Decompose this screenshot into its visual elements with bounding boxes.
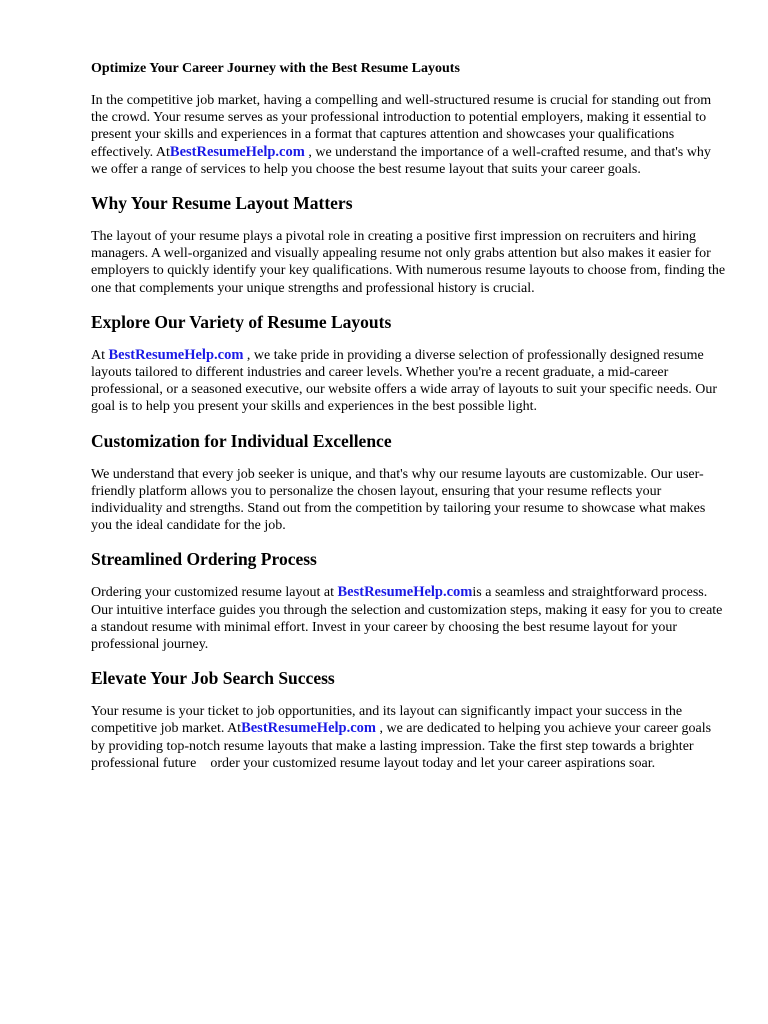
section-heading-ordering: Streamlined Ordering Process [91,549,317,570]
section-paragraph-layout-matters: The layout of your resume plays a pivotal role in creating a positive first impression on recruiters and hiring managers. A well-organized and visually appealing resume not only grabs attention but also makes it easier for employers to quickly identify your key qualifications. With numerous resume layouts to choose from, finding the one that complements your unique strengths and professional history is crucial. [91,229,726,296]
section-heading-elevate: Elevate Your Job Search Success [91,668,335,689]
variety-text-after: , we take pride in providing a diverse selection of professionally designed resume layouts tailored to different industries and career levels. Whether you're a recent graduate, a mid-career professional, or a seasoned executive, our website offers a wide array of layouts to suit your specific needs. Our goal is to help you present your skills and experiences in the best possible light. [91,347,718,415]
intro-paragraph [91,92,727,178]
document-page [91,60,727,786]
section-paragraph-variety [91,347,727,416]
elevate-text-before: Your resume is your ticket to job opportunities, and its layout can significantly impact your success in the competitive job market. At [91,704,683,737]
bestresumehelp-link[interactable]: BestResumeHelp.com [241,720,376,737]
ordering-text-before: Ordering your customized resume layout at [91,585,334,601]
section-heading-customization: Customization for Individual Excellence [91,430,392,451]
variety-text-before: At [91,347,105,363]
bestresumehelp-link[interactable]: BestResumeHelp.com [169,143,305,160]
section-heading-variety: Explore Our Variety of Resume Layouts [91,311,392,332]
bestresumehelp-link[interactable]: BestResumeHelp.com [337,584,473,601]
section-paragraph-elevate [91,703,727,772]
bestresumehelp-link[interactable]: BestResumeHelp.com [108,346,244,363]
ordering-text-after: is a seamless and straightforward process. Our intuitive interface guides you through the selection and customization steps, making it easy for you to create a standout resume with minimal effort. Invest in your career by choosing the best resume layout for your professional journey. [91,585,723,653]
section-paragraph-customization: We understand that every job seeker is unique, and that's why our resume layouts are customizable. Our user-friendly platform allows you to personalize the chosen layout, ensuring that your resume reflects your individuality and strengths. Stand out from the competition by tailoring your resume to showcase what makes you the ideal candidate for the job. [91,466,706,534]
elevate-text-after: , we are dedicated to helping you achieve your career goals by providing top-notch resume layouts that make a lasting impression. Take the first step towards a brighter professional future order your customized resume layout today and let your career aspirations soar. [91,721,715,771]
section-heading-layout-matters: Why Your Resume Layout Matters [91,193,353,214]
intro-text-before: In the competitive job market, having a compelling and well-structured resume is crucial for standing out from the crowd. Your resume serves as your professional introduction to potential employers, making it essential to present your skills and experiences in a format that captures attention and showcases your qualifications effectively. At [91,93,712,160]
intro-text-after: , we understand the importance of a well-crafted resume, and that's why we offer a range of services to help you choose the best resume layout that suits your career goals. [91,144,711,177]
document-title: Optimize Your Career Journey with the Best Resume Layouts [91,61,460,76]
section-paragraph-ordering [91,584,727,653]
